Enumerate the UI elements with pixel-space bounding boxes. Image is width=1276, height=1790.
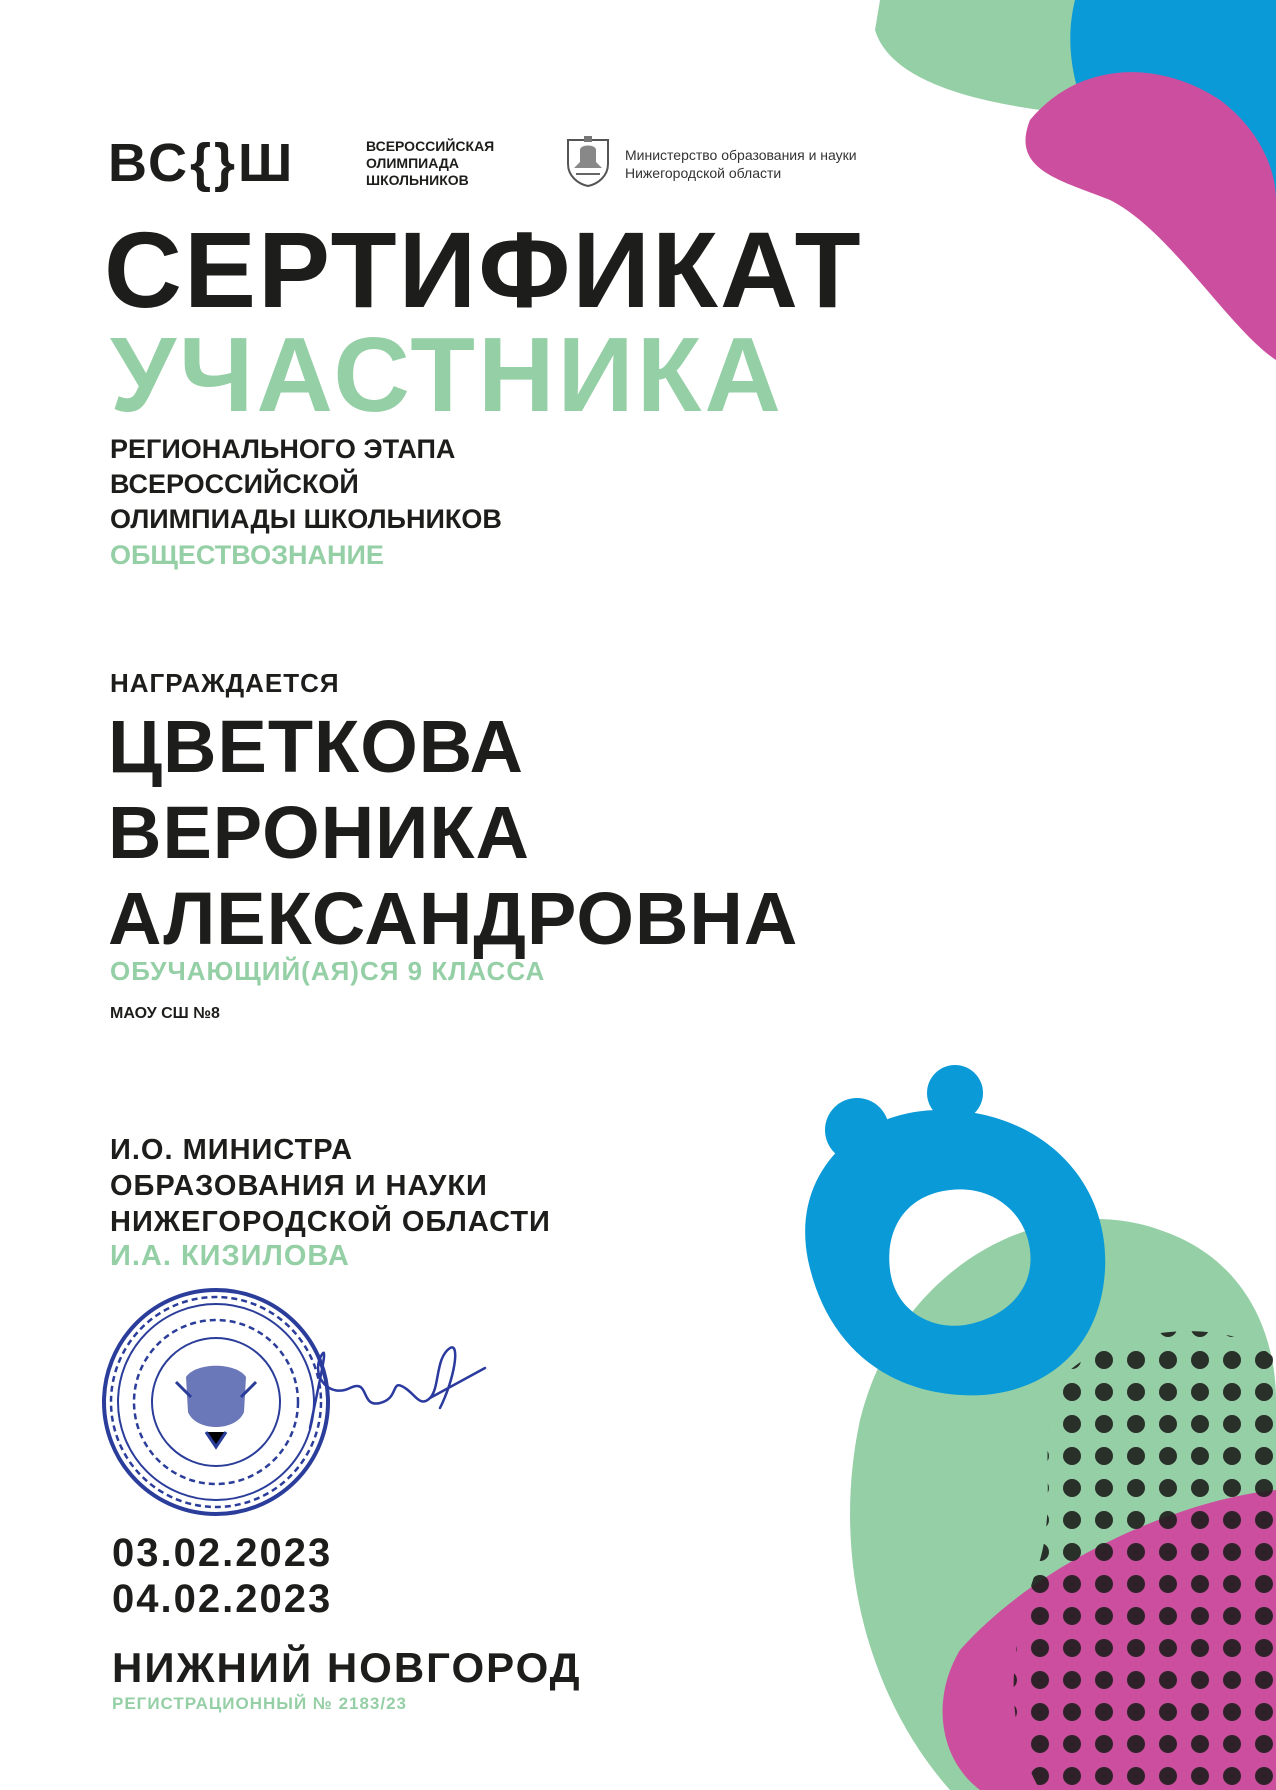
school: МАОУ СШ №8 [110,1005,220,1022]
certificate-subtitle: УЧАСТНИКА [110,316,784,434]
official-line: И.О. МИНИСТРА [110,1134,354,1166]
ministry-line: Министерство образования и науки [625,147,857,163]
olympiad-line: ОЛИМПИАДА [366,155,459,171]
grade: ОБУЧАЮЩИЙ(АЯ)СЯ 9 КЛАССА [110,956,546,986]
olympiad-line: ШКОЛЬНИКОВ [366,172,469,188]
blue-dot-2 [927,1065,983,1121]
date: 03.02.2023 [112,1531,333,1575]
olympiad-name [366,138,494,189]
handwritten-signature-icon [290,1318,490,1458]
official-title [110,1132,551,1240]
name-line: ЦВЕТКОВА [108,705,524,788]
subject: ОБЩЕСТВОЗНАНИЕ [110,540,384,570]
stage-line: ОЛИМПИАДЫ ШКОЛЬНИКОВ [110,504,502,534]
olympiad-stage [110,432,502,537]
coat-of-arms-icon [562,134,614,188]
registration-number: РЕГИСТРАЦИОННЫЙ № 2183/23 [112,1694,408,1713]
ministry-line: Нижегородской области [625,165,782,181]
name-line: АЛЕКСАНДРОВНА [108,877,799,960]
vsosh-logo: ВС{}Ш [108,133,296,193]
name-line: ВЕРОНИКА [108,791,530,874]
stage-line: РЕГИОНАЛЬНОГО ЭТАПА [110,434,456,464]
city: НИЖНИЙ НОВГОРОД [112,1644,582,1691]
recipient-name [108,704,798,962]
blue-dot-1 [825,1098,889,1162]
event-dates [112,1530,332,1622]
official-line: НИЖЕГОРОДСКОЙ ОБЛАСТИ [110,1206,551,1238]
ministry-name [625,146,857,182]
official-name: И.А. КИЗИЛОВА [110,1240,350,1272]
official-line: ОБРАЗОВАНИЯ И НАУКИ [110,1170,488,1202]
olympiad-line: ВСЕРОССИЙСКАЯ [366,138,495,154]
certificate-title: СЕРТИФИКАТ [104,209,863,330]
awarded-label: НАГРАЖДАЕТСЯ [110,668,340,698]
stage-line: ВСЕРОССИЙСКОЙ [110,469,359,499]
date: 04.02.2023 [112,1577,333,1621]
